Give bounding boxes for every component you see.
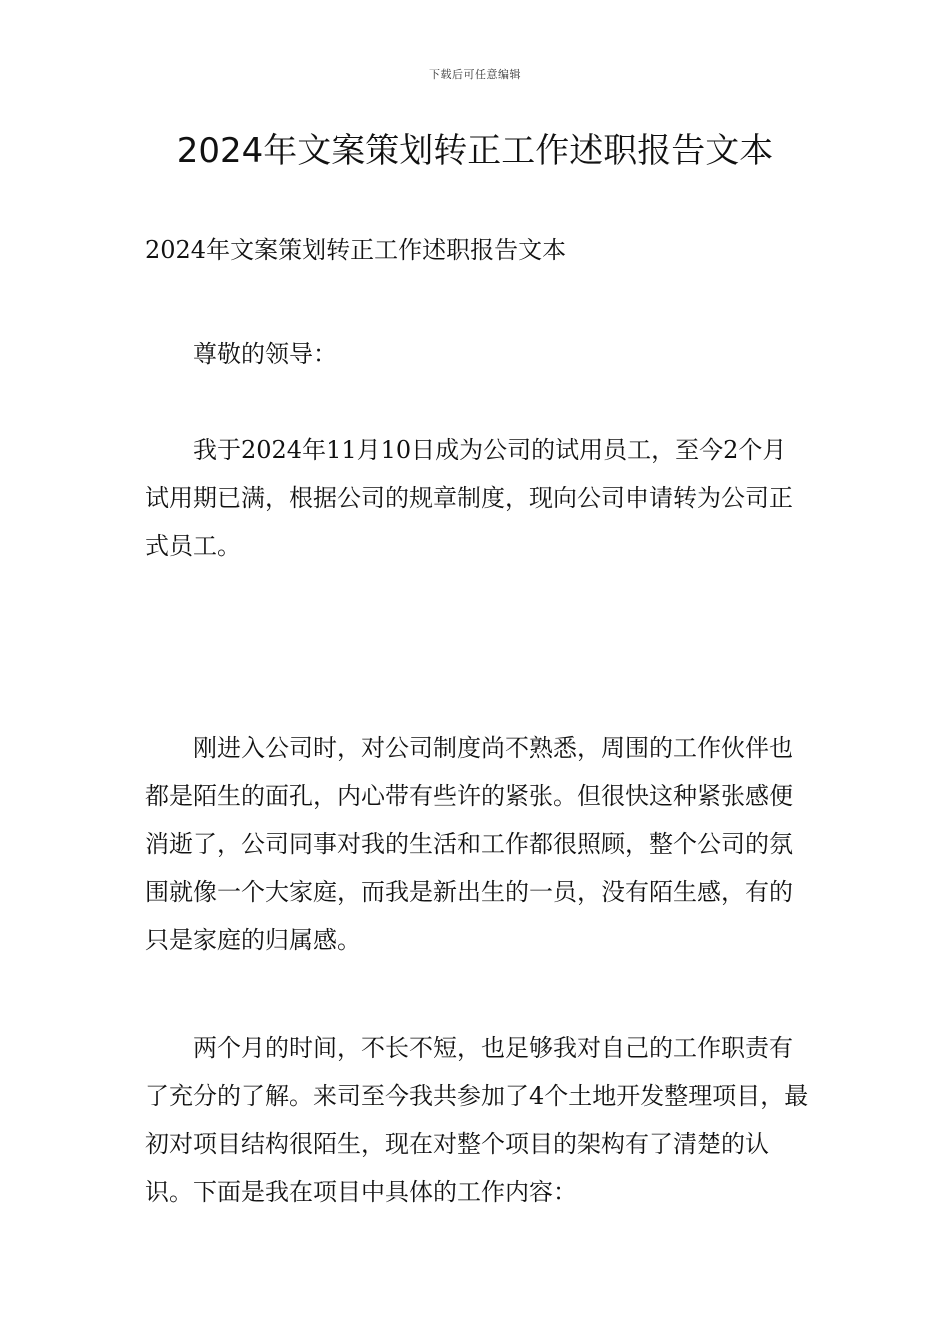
document-subtitle: 2024年文案策划转正工作述职报告文本 [145, 236, 567, 264]
document-title: 2024年文案策划转正工作述职报告文本 [176, 131, 774, 171]
paragraph-work-duties: 两个月的时间，不长不短，也足够我对自己的工作职责有了充分的了解。来司至今我共参加了4个土地开发整理项目，最初对项目结构很陌生，现在对整个项目的架构有了清楚的认识。下面是我在项目中具体的工作内容： [145, 1034, 809, 1206]
salutation: 尊敬的领导： [193, 340, 337, 368]
header-note: 下载后可任意编辑 [429, 68, 521, 81]
paragraph-first-impression: 刚进入公司时，对公司制度尚不熟悉，周围的工作伙伴也都是陌生的面孔，内心带有些许的紧张。但很快这种紧张感便消逝了，公司同事对我的生活和工作都很照顾，整个公司的氛围就像一个大家庭，而我是新出生的一员，没有陌生感，有的只是家庭的归属感。 [145, 734, 793, 954]
paragraph-probation: 我于2024年11月10日成为公司的试用员工，至今2个月试用期已满，根据公司的规章制度，现向公司申请转为公司正式员工。 [145, 436, 793, 560]
